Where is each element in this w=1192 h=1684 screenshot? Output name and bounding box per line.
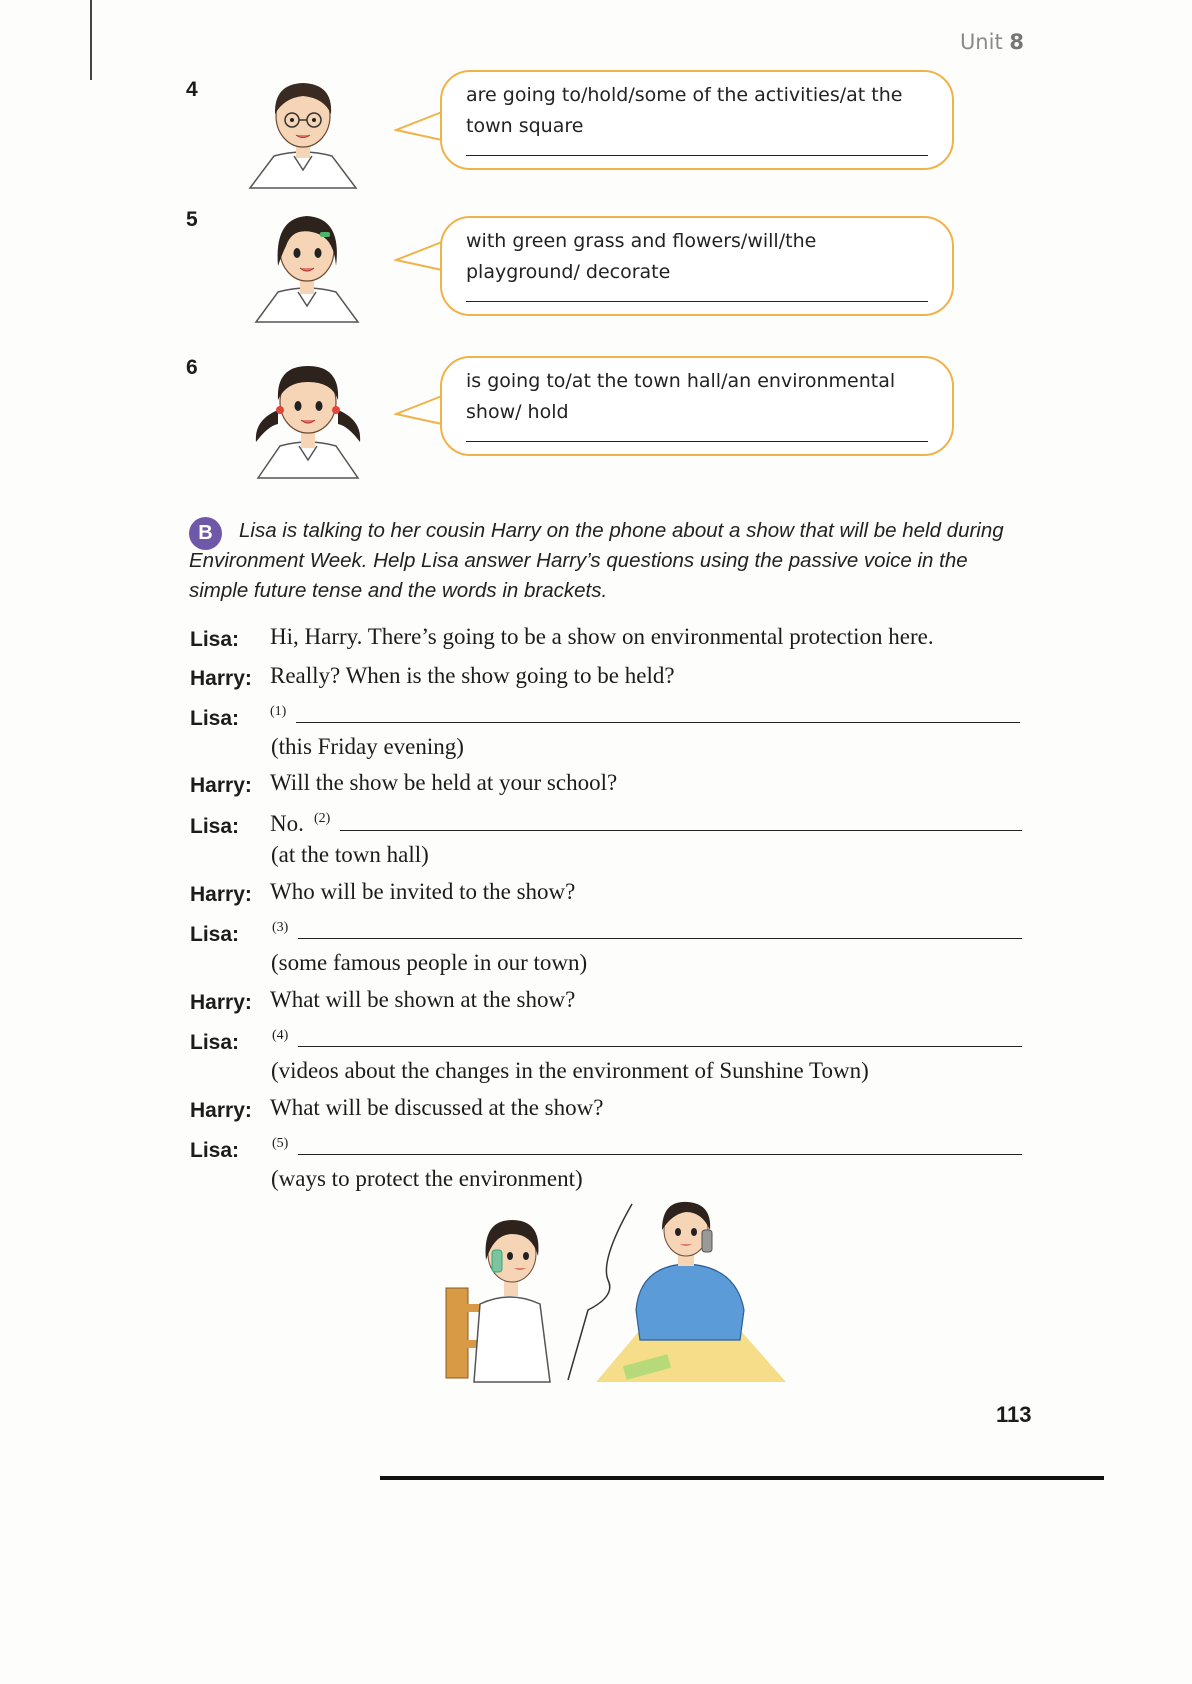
speaker-label: Harry: — [190, 774, 252, 797]
item-number: 6 — [186, 356, 198, 379]
item-number: 5 — [186, 208, 198, 231]
answer-line[interactable] — [298, 938, 1022, 939]
bubble-prompt: with green grass and flowers/will/the playground/ decorate — [466, 230, 817, 283]
speaker-label: Lisa: — [190, 815, 240, 838]
dialogue-line: Will the show be held at your school? — [270, 770, 618, 795]
bracket-hint: (ways to protect the environment) — [271, 1166, 583, 1191]
dialogue-line: Really? When is the show going to be held? — [270, 663, 675, 688]
blank-number: (2) — [314, 811, 331, 826]
bracket-hint: (videos about the changes in the environment of Sunshine Town) — [271, 1058, 869, 1083]
blank-number: (4) — [272, 1028, 289, 1043]
speaker-label: Harry: — [190, 883, 252, 906]
speech-bubble-tail — [394, 392, 444, 428]
boy-with-glasses-illustration — [244, 72, 362, 190]
speaker-label: Lisa: — [190, 923, 240, 946]
girl-with-hairclip-illustration — [252, 206, 362, 324]
dialogue-line: Hi, Harry. There’s going to be a show on environmental protection here. — [270, 624, 934, 649]
speaker-label: Lisa: — [190, 707, 240, 730]
unit-number: 8 — [1009, 30, 1024, 54]
unit-header — [960, 30, 1024, 54]
section-b-badge: B — [189, 517, 222, 550]
answer-line[interactable] — [298, 1154, 1022, 1155]
answer-line[interactable] — [296, 722, 1020, 723]
speaker-label: Harry: — [190, 991, 252, 1014]
answer-line[interactable] — [340, 830, 1022, 831]
blank-number: (1) — [270, 704, 287, 719]
scan-edge-mark — [90, 0, 92, 80]
speaker-label: Lisa: — [190, 1139, 240, 1162]
speech-bubble-tail — [394, 238, 444, 274]
phone-call-illustration — [440, 1200, 790, 1385]
answer-line[interactable] — [466, 155, 928, 156]
answer-line[interactable] — [298, 1046, 1022, 1047]
bracket-hint: (some famous people in our town) — [271, 950, 588, 975]
girl-with-pigtails-illustration — [248, 354, 368, 480]
speech-bubble — [440, 70, 954, 170]
item-number: 4 — [186, 78, 198, 101]
bracket-hint: (this Friday evening) — [271, 734, 464, 759]
section-b-instructions: Lisa is talking to her cousin Harry on the phone about a show that will be held during Environment Week. Help Lisa answer Harry’s questions using the passive voice in the simple future tense and the words in brackets. — [189, 519, 1004, 602]
page-number: 113 — [996, 1402, 1032, 1427]
speech-bubble — [440, 356, 954, 456]
dialogue-line: Who will be invited to the show? — [270, 879, 576, 904]
dialogue-prefix: No. — [270, 811, 304, 836]
dialogue-line: What will be shown at the show? — [270, 987, 576, 1012]
speech-bubble — [440, 216, 954, 316]
bubble-prompt: is going to/at the town hall/an environmental show/ hold — [466, 370, 896, 423]
bubble-prompt: are going to/hold/some of the activities/at the town square — [466, 84, 903, 137]
blank-number: (5) — [272, 1136, 289, 1151]
speaker-label: Harry: — [190, 667, 252, 690]
dialogue-line: What will be discussed at the show? — [270, 1095, 604, 1120]
unit-label: Unit — [959, 30, 1003, 54]
speaker-label: Harry: — [190, 1099, 252, 1122]
speech-bubble-tail — [394, 108, 444, 144]
bracket-hint: (at the town hall) — [271, 842, 429, 867]
blank-number: (3) — [272, 920, 289, 935]
speaker-label: Lisa: — [190, 1031, 240, 1054]
answer-line[interactable] — [466, 441, 928, 442]
bottom-divider — [380, 1476, 1104, 1480]
speaker-label: Lisa: — [190, 628, 240, 651]
answer-line[interactable] — [466, 301, 928, 302]
